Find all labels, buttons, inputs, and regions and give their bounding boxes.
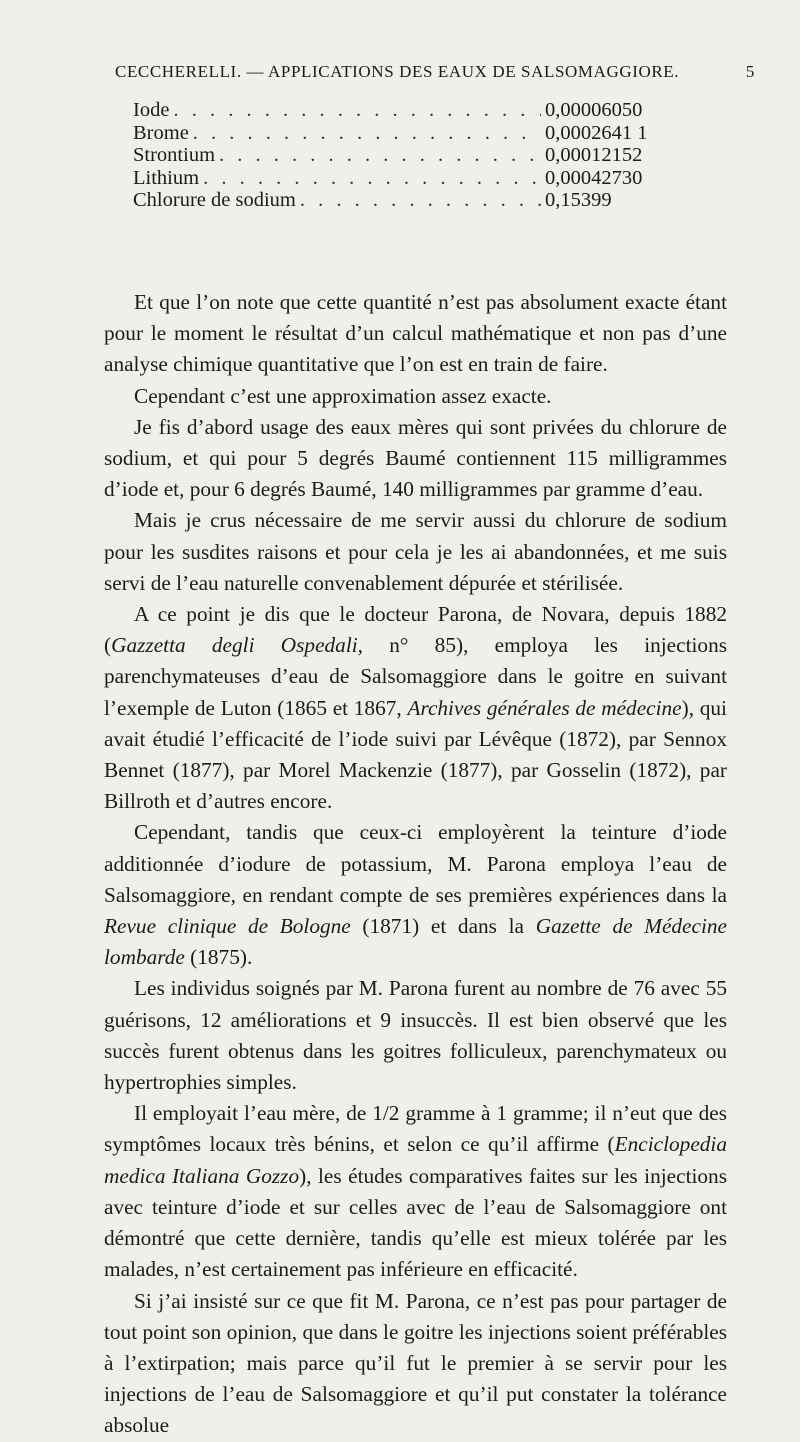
element-value: 0,00012152 bbox=[545, 144, 643, 166]
composition-row bbox=[133, 99, 723, 122]
leader-dots bbox=[173, 99, 541, 122]
composition-row bbox=[133, 122, 723, 145]
paragraph: Si j’ai insisté sur ce que fit M. Parona, ce n’est pas pour partager de tout point son opinion, que dans le goitre les injections soient préférables à l’extirpation; mais parce qu’il fut le premier à se servir pour les injections de l’eau de Salsomaggiore et qu’il put constater la tolérance absolue bbox=[104, 1288, 727, 1438]
element-value: 0,00006050 bbox=[545, 99, 643, 121]
paragraph: Et que l’on note que cette quantité n’est pas absolument exacte étant pour le moment le résultat d’un calcul mathématique et non pas d’une analyse chimique quantitative que l’on est en train de faire. bbox=[104, 290, 727, 377]
running-title: CECCHERELLI. — APPLICATIONS DES EAUX DE SALSOMAGGIORE. bbox=[115, 62, 680, 81]
composition-row bbox=[133, 144, 723, 167]
composition-row bbox=[133, 167, 723, 190]
paragraph: Il employait l’eau mère, de 1/2 gramme à 1 gramme; il n’eut que des symptômes locaux très bénins, et selon ce qu’il affirme (Enciclopedia medica Italiana Gozzo), les études comparatives faites sur les injections avec teinture d’iode et sur celles avec de l’eau de Salsomaggiore ont démontré que cette dernière, tandis qu’elle est mieux tolérée par les malades, n’est certainement pas inférieure en efficacité. bbox=[104, 1101, 727, 1282]
citation: Gazette de Médecine lombarde bbox=[104, 914, 727, 970]
element-value: 0,00042730 bbox=[545, 166, 643, 189]
citation: Archives générales de médecine bbox=[407, 695, 682, 720]
paragraph: A ce point je dis que le docteur Parona, de Novara, depuis 1882 (Gazzetta degli Ospedali, n° 85), employa les injections parenchymateuses d’eau de Salsomaggiore dans le goitre en suivant l’exemple de Luton (1865 et 1867, Archives générales de médecine), qui avait étudié l’efficacité de l’iode suivi par Lévêque (1872), par Sennox Bennet (1877), par Morel Mackenzie (1877), par Gosselin (1872), par Billroth et d’autres encore. bbox=[104, 602, 728, 814]
paragraph: Je fis d’abord usage des eaux mères qui sont privées du chlorure de sodium, et qui pour 5 degrés Baumé contiennent 115 milligrammes d’iode et, pour 6 degrés Baumé, 140 milligrammes par gramme d’eau. bbox=[104, 414, 727, 502]
running-header bbox=[115, 62, 755, 82]
leader-dots bbox=[219, 144, 541, 167]
paragraph: Mais je crus nécessaire de me servir aussi du chlorure de sodium pour les susdites raisons et pour cela je les ai abandonnées, et me suis servi de l’eau naturelle convenablement dépurée et stérilisée. bbox=[104, 508, 727, 595]
element-name: Strontium bbox=[133, 144, 216, 166]
citation: Revue clinique de Bologne bbox=[104, 914, 351, 939]
body-text bbox=[104, 287, 727, 1442]
paragraph: Cependant, tandis que ceux-ci employèrent la teinture d’iode additionnée d’iodure de potassium, M. Parona employa l’eau de Salsomaggiore, en rendant compte de ses premières expériences dans la Revue clinique de Bologne (1871) et dans la Gazette de Médecine lombarde (1875). bbox=[104, 820, 727, 970]
leader-dots bbox=[203, 167, 541, 190]
leader-dots bbox=[193, 122, 541, 145]
paragraph: Cependant c’est une approximation assez exacte. bbox=[134, 383, 552, 408]
page-number: 5 bbox=[745, 62, 755, 81]
composition-table bbox=[133, 99, 723, 212]
composition-row bbox=[133, 189, 723, 212]
citation: Enciclopedia medica Italiana Gozzo bbox=[104, 1132, 727, 1188]
element-name: Iode bbox=[133, 99, 170, 121]
element-name: Brome bbox=[133, 121, 189, 144]
leader-dots bbox=[300, 189, 541, 212]
citation: Gazzetta degli Ospedali, bbox=[111, 633, 363, 658]
element-value: 0,15399 bbox=[545, 189, 612, 211]
element-value: 0,0002641 1 bbox=[545, 121, 648, 144]
element-name: Chlorure de sodium bbox=[133, 189, 296, 211]
element-name: Lithium bbox=[133, 166, 200, 189]
paragraph: Les individus soignés par M. Parona furent au nombre de 76 avec 55 guérisons, 12 améliorations et 9 insuccès. Il est bien observé que les succès furent obtenus dans les goitres folliculeux, parenchymateux ou hypertrophies simples. bbox=[104, 976, 727, 1095]
